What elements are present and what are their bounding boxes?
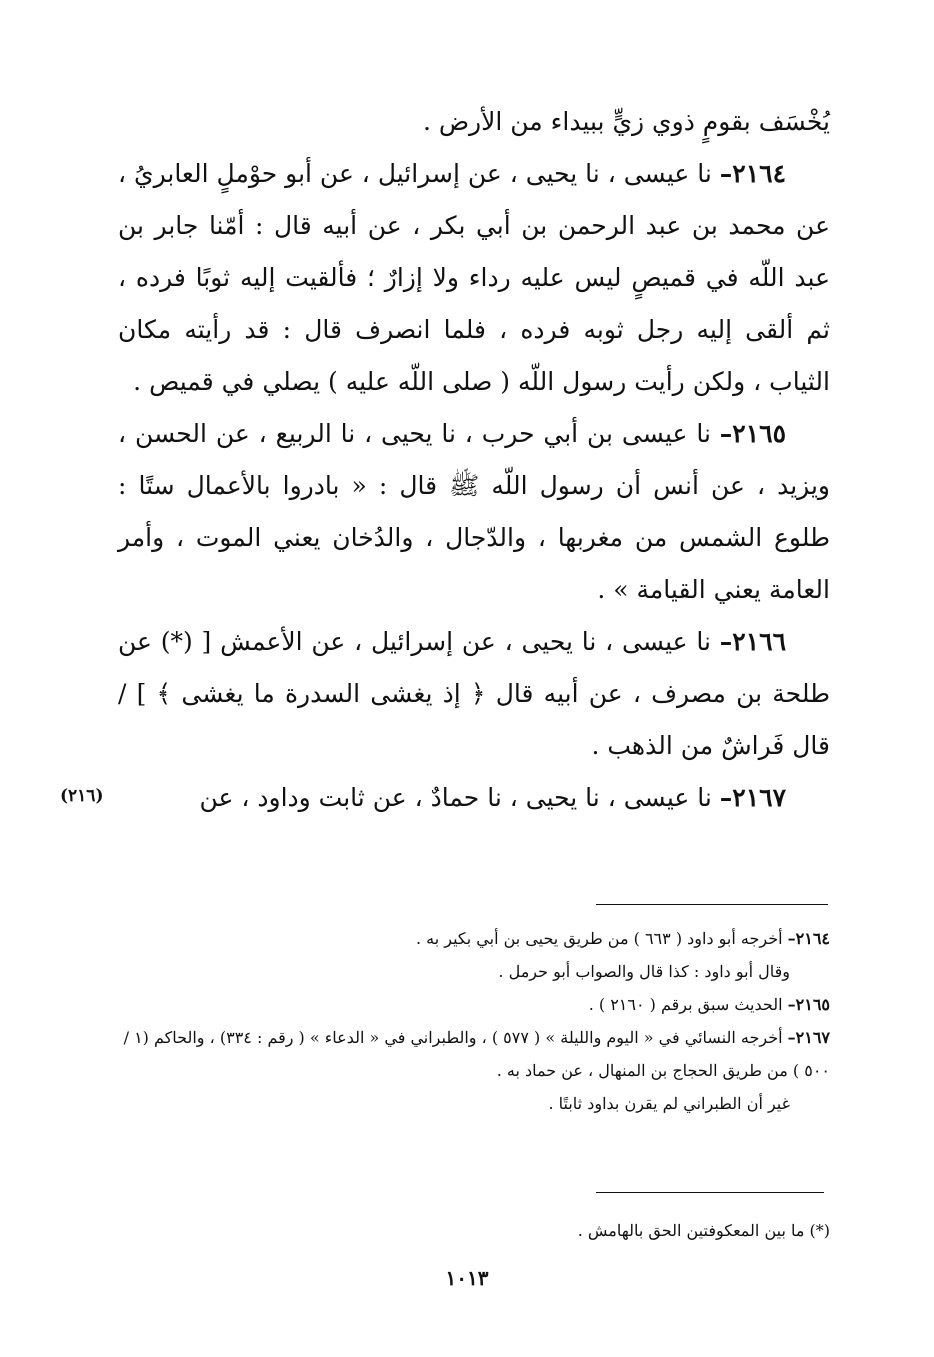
hadith-text: نا عيسى ، نا يحيى ، نا حمادٌ ، عن ثابت وداود ، عن: [199, 783, 720, 812]
note-2164-cont: وقال أبو داود : كذا قال والصواب أبو حرمل .: [498, 962, 790, 981]
hadith-2167: [118, 772, 830, 824]
hadith-text: نا عيسى ، نا يحيى ، عن إسرائيل ، عن الأعمش [ (*) عن طلحة بن مصرف ، عن أبيه قال ﴿ إذ يغشى السدرة ما يغشى ﴾ ] / قال فَراشٌ من الذهب .: [118, 627, 830, 760]
note-2167-cont: غير أن الطبراني لم يقرن بداود ثابتًا .: [548, 1094, 790, 1113]
page-number: ١٠١٣: [445, 1266, 489, 1290]
hadith-number: ٢١٦٤–: [719, 159, 786, 188]
note-number: ٢١٦٥–: [787, 995, 830, 1014]
note-text: الحديث سبق برقم ( ٢١٦٠ ) .: [588, 995, 788, 1014]
hadith-2164: [118, 148, 830, 408]
note-2164: [118, 922, 830, 955]
hadith-text: نا عيسى بن أبي حرب ، نا يحيى ، نا الربيع ، عن الحسن ، ويزيد ، عن أنس أن رسول اللّه ﷺ قال : « بادروا بالأعمال ستًا : طلوع الشمس من مغربها ، والدّجال ، والدُخان يعني الموت ، وأمر العامة يعني القيامة » .: [118, 419, 830, 604]
notes-divider: [596, 904, 828, 905]
hadith-number: ٢١٦٧–: [719, 783, 786, 812]
margin-folio-note: (٢١٦): [60, 786, 104, 806]
note-text: أخرجه النسائي في « اليوم والليلة » ( ٥٧٧ ) ، والطبراني في « الدعاء » ( رقم : ٣٣٤) ، والحاكم (١ / ٥٠٠ ) من طريق الحجاج بن المنهال ، عن حماد به .: [123, 1028, 830, 1080]
hadith-2166: [118, 616, 830, 772]
hadith-text: نا عيسى ، نا يحيى ، عن إسرائيل ، عن أبو حوْملٍ العابريُ ، عن محمد بن عبد الرحمن بن أبي بكر ، عن أبيه قال : أمّنا جابر بن عبد اللّه في قميصٍ ليس عليه رداء ولا إزارٌ ؛ فألقيت إليه ثوبًا فرده ، ثم ألقى إليه رجل ثوبه فرده ، فلما انصرف قال : قد رأيته مكان الثياب ، ولكن رأيت رسول اللّه ( صلى اللّه عليه ) يصلي في قميص .: [117, 159, 830, 396]
continuation-line: يُخْسَف بقومٍ ذوي زيٍّ ببيداء من الأرض .: [422, 107, 830, 136]
hadith-number: ٢١٦٥–: [719, 419, 786, 448]
main-text: [118, 96, 830, 824]
footnote-divider: [596, 1192, 824, 1193]
takhrij-notes: [118, 922, 830, 1120]
hadith-number: ٢١٦٦–: [719, 627, 786, 656]
note-text: أخرجه أبو داود ( ٦٦٣ ) من طريق يحيى بن أبي بكير به .: [415, 929, 788, 948]
note-number: ٢١٦٤–: [787, 929, 830, 948]
note-number: ٢١٦٧–: [787, 1028, 830, 1047]
note-2167: [118, 1021, 830, 1087]
hadith-2165: [118, 408, 830, 616]
footnote: (*) ما بين المعكوفتين الحق بالهامش .: [577, 1221, 830, 1240]
note-2165: [118, 988, 830, 1021]
